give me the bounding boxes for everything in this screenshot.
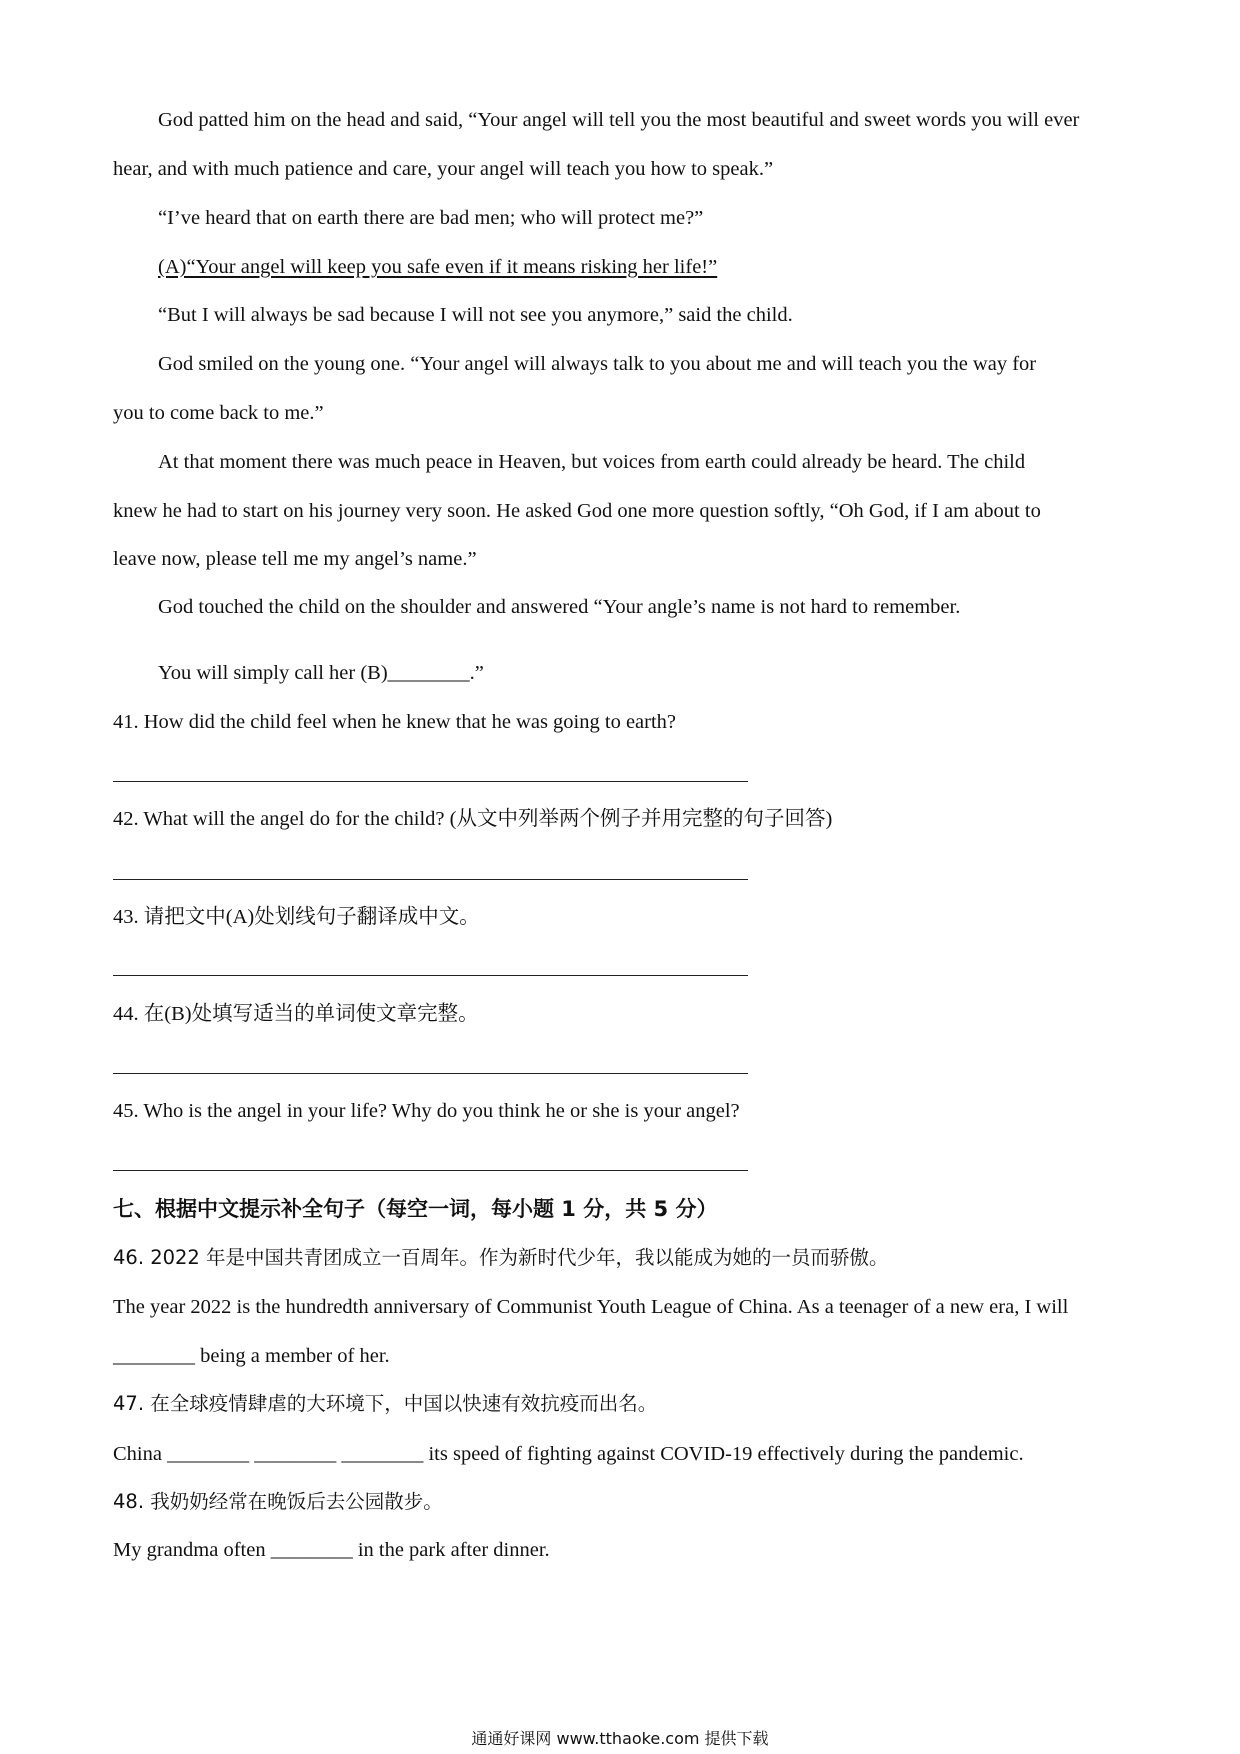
passage-line: hear, and with much patience and care, your angel will teach you how to speak.” (113, 158, 774, 180)
passage-line: God smiled on the young one. “Your angel will always talk to you about me and will teach you the way for (158, 353, 1037, 375)
question-42: 42. What will the angel do for the child? (从文中列举两个例子并用完整的句子回答) (113, 808, 833, 830)
question-45: 45. Who is the angel in your life? Why do you think he or she is your angel? (113, 1100, 740, 1122)
question-47-english: China ________ ________ ________ its speed of fighting against COVID-19 effectively during the pandemic. (113, 1443, 1024, 1465)
question-41: 41. How did the child feel when he knew that he was going to earth? (113, 711, 677, 733)
page-footer: 通通好课网 www.tthaoke.com 提供下载 (471, 1729, 769, 1748)
underlined-sentence-a: (A)“Your angel will keep you safe even if it means risking her life!” (158, 256, 718, 278)
passage-line: “But I will always be sad because I will not see you anymore,” said the child. (158, 304, 793, 326)
question-43: 43. 请把文中(A)处划线句子翻译成中文。 (113, 906, 480, 928)
passage-line: leave now, please tell me my angel’s name.” (113, 548, 477, 570)
question-47-chinese: 47. 在全球疫情肆虐的大环境下，中国以快速有效抗疫而出名。 (113, 1392, 658, 1415)
question-48-english: My grandma often ________ in the park after dinner. (113, 1539, 550, 1561)
question-44: 44. 在(B)处填写适当的单词使文章完整。 (113, 1003, 479, 1025)
passage-line: you to come back to me.” (113, 402, 324, 424)
answer-line-41[interactable] (113, 781, 748, 782)
passage-line: knew he had to start on his journey very soon. He asked God one more question softly, “Oh God, if I am about to (113, 500, 1041, 522)
answer-line-42[interactable] (113, 879, 748, 880)
question-46-english: The year 2022 is the hundredth anniversary of Communist Youth League of China. As a teenager of a new era, I will (113, 1296, 1069, 1318)
passage-line: “I’ve heard that on earth there are bad men; who will protect me?” (158, 207, 704, 229)
passage-line: God touched the child on the shoulder and answered “Your angle’s name is not hard to remember. (158, 596, 961, 618)
passage-line-blank-b: You will simply call her (B)________.” (158, 662, 484, 684)
question-46-chinese: 46. 2022 年是中国共青团成立一百周年。作为新时代少年，我以能成为她的一员而骄傲。 (113, 1246, 889, 1269)
passage-line: At that moment there was much peace in Heaven, but voices from earth could already be heard. The child (158, 451, 1026, 473)
question-48-chinese: 48. 我奶奶经常在晚饭后去公园散步。 (113, 1490, 443, 1513)
answer-line-43[interactable] (113, 975, 748, 976)
answer-line-44[interactable] (113, 1073, 748, 1074)
section-heading: 七、根据中文提示补全句子（每空一词，每小题 1 分，共 5 分） (113, 1197, 718, 1221)
passage-line: God patted him on the head and said, “Your angel will tell you the most beautiful and sweet words you will ever (158, 109, 1080, 131)
question-46-english-blank: ________ being a member of her. (113, 1345, 390, 1367)
answer-line-45[interactable] (113, 1170, 748, 1171)
